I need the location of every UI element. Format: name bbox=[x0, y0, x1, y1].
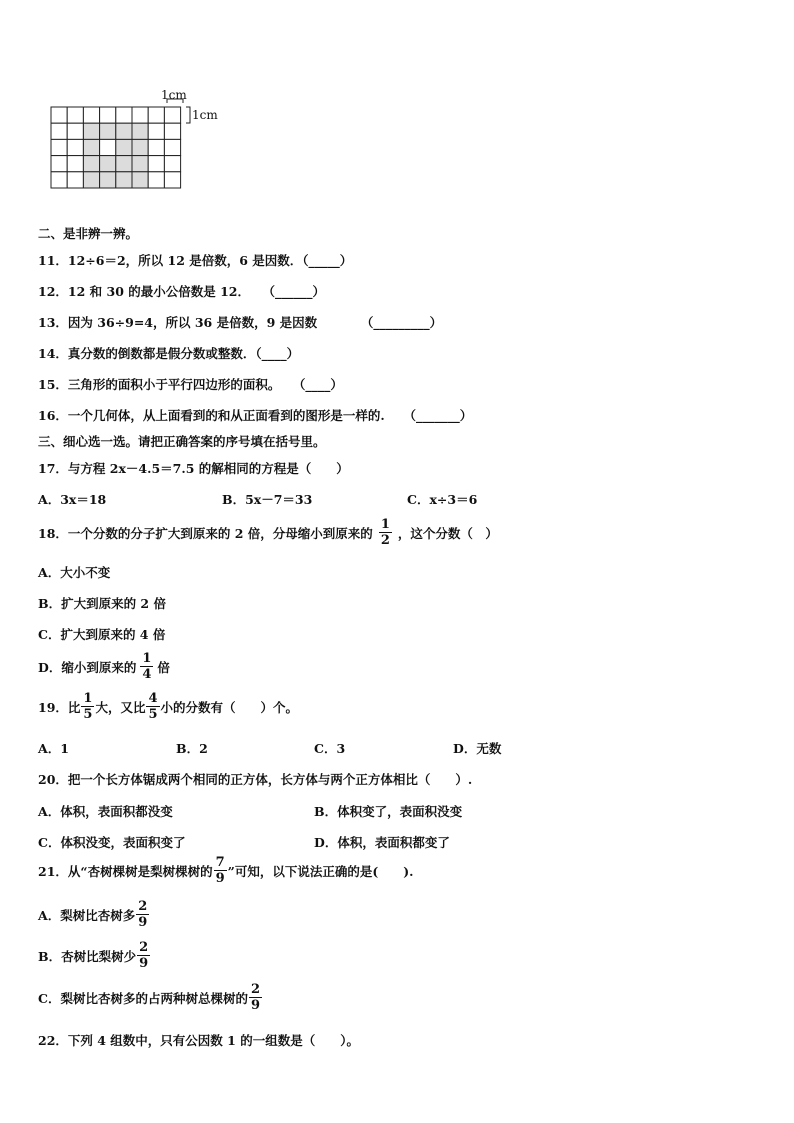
grid-cell bbox=[116, 172, 132, 188]
unit-bracket-right bbox=[186, 107, 190, 123]
q19-option-b: B．2 bbox=[176, 741, 208, 756]
grid-cell bbox=[51, 107, 67, 123]
grid-cells bbox=[51, 107, 181, 188]
grid-cell bbox=[148, 123, 164, 139]
grid-cell bbox=[100, 123, 116, 139]
q21-option-c-den: 9 bbox=[250, 998, 260, 1013]
grid-cell bbox=[132, 172, 148, 188]
unit-label-top: 1cm bbox=[161, 88, 187, 102]
q17-option-b: B．5x－7＝33 bbox=[222, 492, 313, 507]
grid-cell bbox=[148, 156, 164, 172]
grid-cell bbox=[83, 123, 99, 139]
judge-item-11: 11．12÷6＝2，所以 12 是倍数，6 是因数．（_____） bbox=[38, 253, 353, 268]
q21-option-c-num: 2 bbox=[250, 982, 260, 997]
grid-cell bbox=[164, 156, 180, 172]
q21-stem-text-b: ”可知，以下说法正确的是( ). bbox=[227, 863, 414, 879]
grid-cell bbox=[164, 172, 180, 188]
q18-option-d-text-a: D．缩小到原来的 bbox=[38, 659, 137, 675]
q19-stem bbox=[38, 692, 298, 721]
q19-stem-text-b: 大，又比 bbox=[95, 699, 146, 715]
q21-option-a-fraction bbox=[136, 900, 149, 929]
q21-option-c-text: C．梨树比杏树多的占两种树总棵树的 bbox=[38, 990, 248, 1006]
grid-cell bbox=[132, 156, 148, 172]
q18-fraction-den: 2 bbox=[380, 533, 390, 548]
grid-cell bbox=[100, 107, 116, 123]
q19-option-c: C．3 bbox=[314, 741, 346, 756]
grid-figure bbox=[40, 85, 230, 210]
q18-stem bbox=[38, 518, 498, 547]
q18-option-b: B．扩大到原来的 2 倍 bbox=[38, 596, 166, 611]
q21-stem-text-a: 21．从“杏树棵树是梨树棵树的 bbox=[38, 863, 213, 879]
q21-option-c bbox=[38, 983, 263, 1012]
section-heading-choice: 三、细心选一选。请把正确答案的序号填在括号里。 bbox=[38, 434, 326, 449]
grid-cell bbox=[116, 107, 132, 123]
q18-option-c: C．扩大到原来的 4 倍 bbox=[38, 627, 166, 642]
judge-item-16: 16．一个几何体，从上面看到的和从正面看到的图形是一样的. （_______） bbox=[38, 408, 473, 423]
grid-cell bbox=[51, 156, 67, 172]
q18-stem-text-b: ，这个分数（ ） bbox=[397, 525, 498, 541]
q21-option-b-fraction bbox=[137, 941, 150, 970]
q21-stem bbox=[38, 856, 414, 885]
grid-cell bbox=[148, 107, 164, 123]
grid-cell bbox=[164, 107, 180, 123]
grid-cell bbox=[164, 139, 180, 155]
q18-option-d-num: 1 bbox=[142, 651, 152, 666]
grid-cell bbox=[132, 139, 148, 155]
q21-option-a bbox=[38, 900, 150, 929]
q19-stem-text-c: 小的分数有（ ）个。 bbox=[160, 699, 299, 715]
q18-stem-text-a: 18．一个分数的分子扩大到原来的 2 倍，分母缩小到原来的 bbox=[38, 525, 373, 541]
q18-option-d-fraction bbox=[140, 652, 153, 681]
q20-option-c: C．体积没变，表面积变了 bbox=[38, 835, 186, 850]
grid-cell bbox=[67, 156, 83, 172]
q17-option-a: A．3x＝18 bbox=[38, 492, 107, 507]
q21-fraction-den: 9 bbox=[215, 871, 225, 886]
q19-option-a: A．1 bbox=[38, 741, 69, 756]
q20-stem: 20．把一个长方体锯成两个相同的正方体，长方体与两个正方体相比（ ）. bbox=[38, 772, 473, 787]
q19-fraction-1-num: 1 bbox=[83, 691, 93, 706]
grid-cell bbox=[132, 107, 148, 123]
q19-fraction-2-den: 5 bbox=[148, 707, 158, 722]
q19-fraction-1-den: 5 bbox=[83, 707, 93, 722]
q21-option-b-text: B．杏树比梨树少 bbox=[38, 948, 137, 964]
grid-cell bbox=[83, 172, 99, 188]
grid-cell bbox=[116, 156, 132, 172]
q18-fraction bbox=[379, 518, 392, 547]
grid-cell bbox=[148, 139, 164, 155]
grid-cell bbox=[67, 139, 83, 155]
q18-option-d-den: 4 bbox=[142, 667, 152, 682]
q20-option-a: A．体积，表面积都没变 bbox=[38, 804, 173, 819]
q18-option-d-text-b: 倍 bbox=[157, 659, 170, 675]
judge-item-12: 12．12 和 30 的最小公倍数是 12． （______） bbox=[38, 284, 325, 299]
q21-option-b-den: 9 bbox=[139, 956, 149, 971]
q21-fraction bbox=[214, 856, 227, 885]
q21-option-b bbox=[38, 941, 151, 970]
judge-item-14: 14．真分数的倒数都是假分数或整数．（____） bbox=[38, 346, 300, 361]
judge-item-13: 13．因为 36÷9=4，所以 36 是倍数，9 是因数 （_________） bbox=[38, 315, 443, 330]
q21-option-a-num: 2 bbox=[138, 899, 148, 914]
q21-fraction-num: 7 bbox=[215, 855, 225, 870]
judge-item-15: 15．三角形的面积小于平行四边形的面积。 （____） bbox=[38, 377, 343, 392]
grid-cell bbox=[83, 156, 99, 172]
grid-cell bbox=[51, 123, 67, 139]
grid-cell bbox=[164, 123, 180, 139]
grid-cell bbox=[83, 107, 99, 123]
grid-cell bbox=[132, 123, 148, 139]
grid-cell bbox=[148, 172, 164, 188]
grid-cell bbox=[100, 156, 116, 172]
q19-option-d: D．无数 bbox=[453, 741, 502, 756]
grid-cell bbox=[67, 123, 83, 139]
q17-stem: 17．与方程 2x－4.5＝7.5 的解相同的方程是（ ） bbox=[38, 461, 349, 476]
q19-fraction-2 bbox=[146, 692, 159, 721]
q19-stem-text-a: 19．比 bbox=[38, 699, 81, 715]
q21-option-c-fraction bbox=[249, 983, 262, 1012]
grid-cell bbox=[51, 172, 67, 188]
unit-label-right: 1cm bbox=[192, 108, 218, 122]
q20-option-b: B．体积变了，表面积没变 bbox=[314, 804, 463, 819]
q19-fraction-2-num: 4 bbox=[148, 691, 158, 706]
grid-cell bbox=[100, 172, 116, 188]
q21-option-a-den: 9 bbox=[138, 915, 148, 930]
section-heading-judge: 二、是非辨一辨。 bbox=[38, 226, 139, 241]
grid-cell bbox=[67, 107, 83, 123]
q22-stem: 22．下列 4 组数中，只有公因数 1 的一组数是（ ）。 bbox=[38, 1033, 359, 1048]
grid-cell bbox=[116, 139, 132, 155]
q19-fraction-1 bbox=[81, 692, 94, 721]
grid-cell bbox=[67, 172, 83, 188]
grid-cell bbox=[83, 139, 99, 155]
q20-option-d: D．体积，表面积都变了 bbox=[314, 835, 450, 850]
q18-option-a: A．大小不变 bbox=[38, 565, 111, 580]
q18-fraction-num: 1 bbox=[380, 517, 390, 532]
q21-option-a-text: A．梨树比杏树多 bbox=[38, 907, 136, 923]
q18-option-d bbox=[38, 652, 170, 681]
q17-option-c: C．x÷3＝6 bbox=[407, 492, 478, 507]
q21-option-b-num: 2 bbox=[139, 940, 149, 955]
grid-cell bbox=[51, 139, 67, 155]
grid-cell bbox=[100, 139, 116, 155]
grid-cell bbox=[116, 123, 132, 139]
